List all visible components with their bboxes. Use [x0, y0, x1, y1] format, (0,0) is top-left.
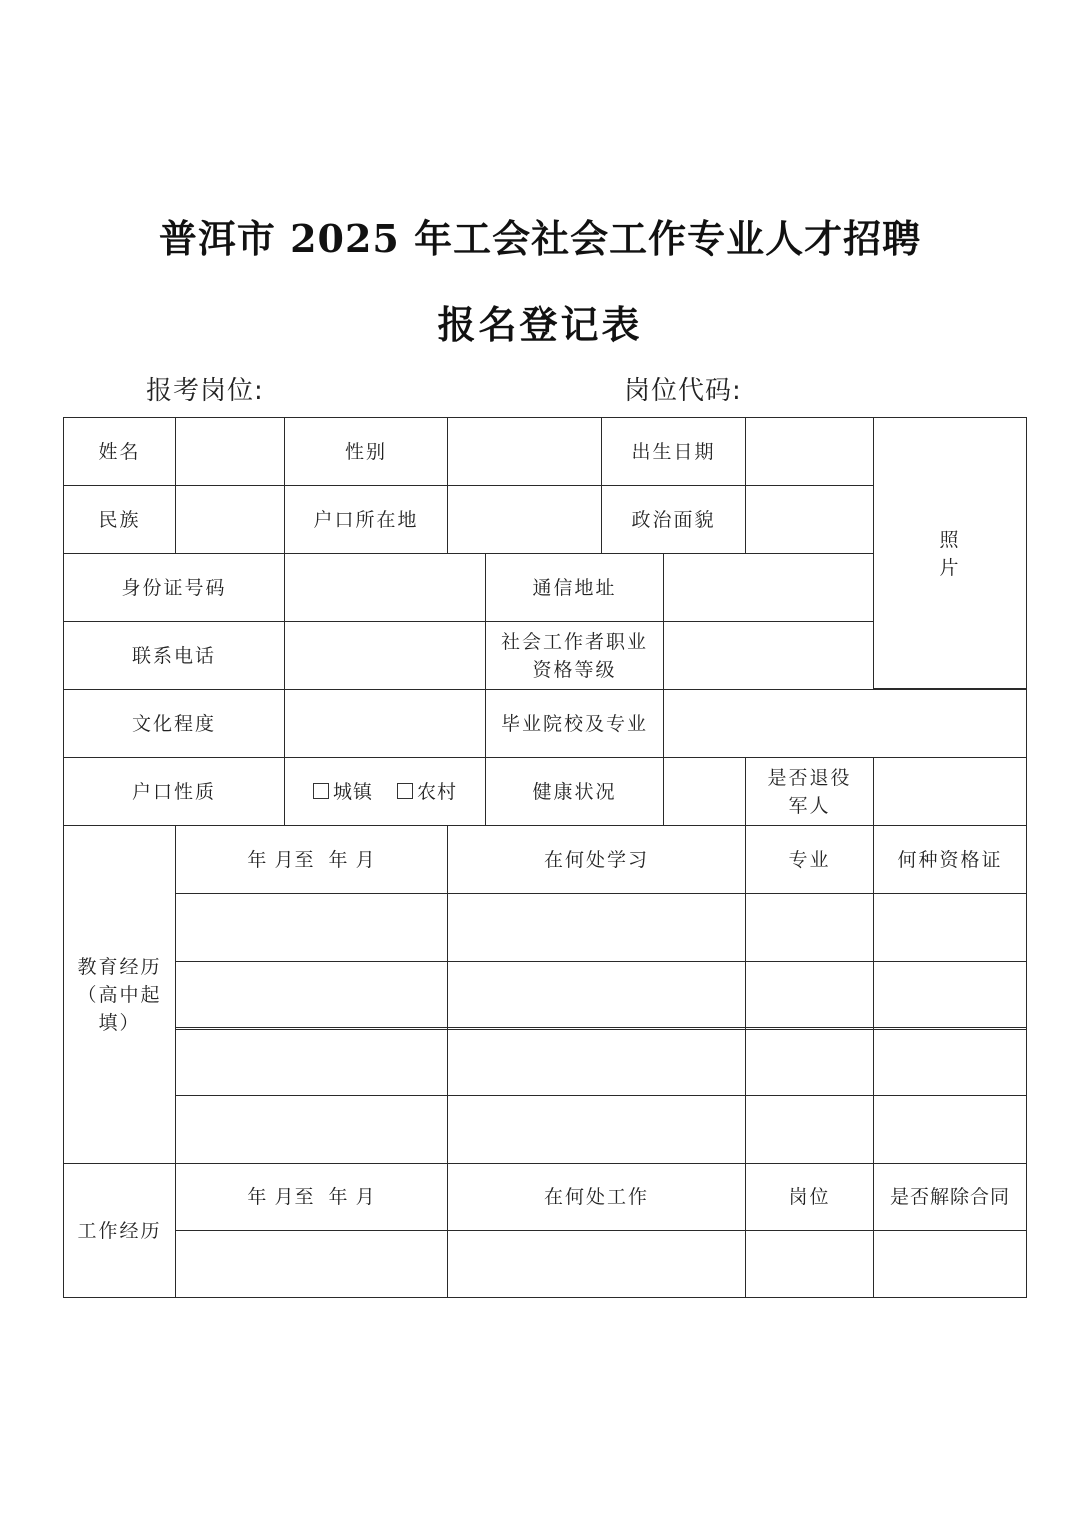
hukou-option-urban[interactable]: 城镇 [313, 778, 373, 806]
edu-row-3-certificate[interactable] [873, 1027, 1027, 1096]
birth-date-field[interactable] [745, 417, 874, 486]
hukou-location-label: 户口所在地 [284, 485, 448, 554]
work-col-position: 岗位 [745, 1163, 874, 1231]
edu-row-1-period[interactable] [175, 893, 448, 962]
political-status-label: 政治面貌 [601, 485, 746, 554]
edu-row-2-institution[interactable] [447, 961, 746, 1030]
phone-field[interactable] [284, 621, 486, 690]
edu-col-certificate: 何种资格证 [873, 825, 1027, 894]
work-col-employer: 在何处工作 [447, 1163, 746, 1231]
edu-row-4-major[interactable] [745, 1095, 874, 1164]
edu-row-2-period[interactable] [175, 961, 448, 1030]
name-label: 姓名 [63, 417, 176, 486]
hukou-location-field[interactable] [447, 485, 602, 554]
edu-row-4-institution[interactable] [447, 1095, 746, 1164]
hukou-type-options [284, 757, 486, 826]
edu-col-period: 年 月至 年 月 [175, 825, 448, 894]
edu-row-4-period[interactable] [175, 1095, 448, 1164]
health-field[interactable] [663, 757, 746, 826]
photo-box[interactable]: 照片 [873, 417, 1027, 689]
school-major-label: 毕业院校及专业 [485, 689, 664, 758]
health-label: 健康状况 [485, 757, 664, 826]
work-col-contract: 是否解除合同 [873, 1163, 1027, 1231]
edu-row-2-certificate[interactable] [873, 961, 1027, 1030]
edu-row-1-major[interactable] [745, 893, 874, 962]
education-level-field[interactable] [284, 689, 486, 758]
ethnicity-field[interactable] [175, 485, 285, 554]
form-title: 普洱市 2025 年工会社会工作专业人才招聘 [158, 216, 922, 261]
work-row-1-period[interactable] [175, 1230, 448, 1298]
phone-label: 联系电话 [63, 621, 285, 690]
work-row-1-employer[interactable] [447, 1230, 746, 1298]
id-number-label: 身份证号码 [63, 553, 285, 622]
edu-col-institution: 在何处学习 [447, 825, 746, 894]
work-row-1-position[interactable] [745, 1230, 874, 1298]
id-number-field[interactable] [284, 553, 486, 622]
edu-row-3-period[interactable] [175, 1027, 448, 1096]
edu-row-2-major[interactable] [745, 961, 874, 1030]
school-major-field[interactable] [663, 689, 1027, 758]
education-level-label: 文化程度 [63, 689, 285, 758]
ethnicity-label: 民族 [63, 485, 176, 554]
veteran-field[interactable] [873, 757, 1027, 826]
social-worker-level-field[interactable] [663, 621, 874, 690]
birth-date-label: 出生日期 [601, 417, 746, 486]
urban-checkbox[interactable] [313, 783, 329, 799]
work-row-1-contract[interactable] [873, 1230, 1027, 1298]
edu-row-3-institution[interactable] [447, 1027, 746, 1096]
hukou-type-label: 户口性质 [63, 757, 285, 826]
position-label: 报考岗位: [146, 376, 264, 406]
hukou-option-rural[interactable]: 农村 [397, 778, 457, 806]
edu-row-1-certificate[interactable] [873, 893, 1027, 962]
edu-row-4-certificate[interactable] [873, 1095, 1027, 1164]
edu-row-3-major[interactable] [745, 1027, 874, 1096]
veteran-label: 是否退役军人 [745, 757, 874, 826]
address-field[interactable] [663, 553, 874, 622]
education-section-label: 教育经历（高中起填） [63, 825, 176, 1164]
name-field[interactable] [175, 417, 285, 486]
edu-col-major: 专业 [745, 825, 874, 894]
political-status-field[interactable] [745, 485, 874, 554]
rural-checkbox[interactable] [397, 783, 413, 799]
edu-row-1-institution[interactable] [447, 893, 746, 962]
social-worker-level-label: 社会工作者职业资格等级 [485, 621, 664, 690]
registration-form [63, 417, 1027, 1298]
work-section-label: 工作经历 [63, 1163, 176, 1298]
gender-field[interactable] [447, 417, 602, 486]
form-subtitle: 报名登记表 [437, 302, 643, 347]
work-col-period: 年 月至 年 月 [175, 1163, 448, 1231]
position-code-label: 岗位代码: [624, 376, 742, 406]
gender-label: 性别 [284, 417, 448, 486]
address-label: 通信地址 [485, 553, 664, 622]
